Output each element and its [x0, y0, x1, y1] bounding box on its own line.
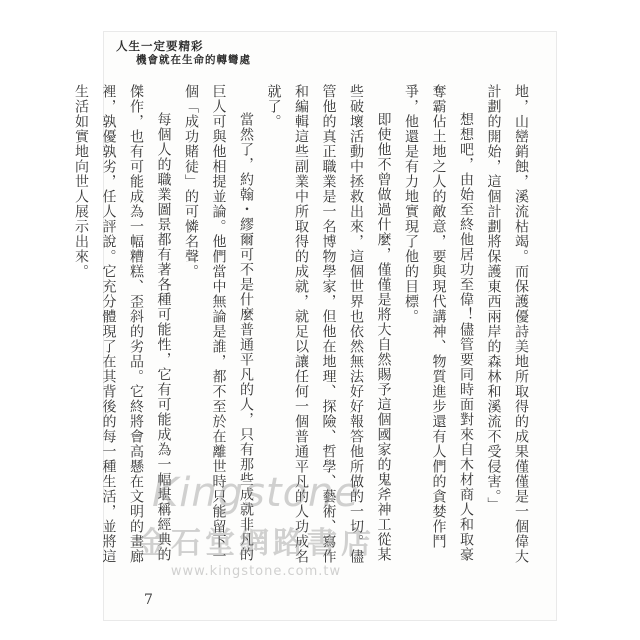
- watermark-chinese: 金石堂網路書店: [137, 526, 375, 561]
- running-header: [116, 40, 251, 66]
- paragraph: 想想吧，由始至終他居功至偉！儘管要同時面對來自木材商人和取豪奪霸佔土地之人的敵意，要與現代講神、物質進步還有人們的貪婪作鬥爭，他還是有力地實現了他的目標。: [403, 84, 474, 562]
- watermark-latin: Kingstone: [151, 470, 361, 516]
- paragraph: 每個人的職業圖景都有著各種可能性，它有可能成為一幅堪稱經典的傑作，也有可能成為一幅糟糕、歪斜的劣品。它終將會高懸在文明的畫廊裡，孰優孰劣，任人評說。它充分體現了在其背後的每一種生活，並將這生活如實地向世人展示出來。: [73, 84, 172, 564]
- paragraph: 當然了，約翰・繆爾可不是什麼普通平凡的人，只有那些成就非凡的巨人可與他相提並論。他們當中無論是誰，都不至於在離世時只能留下一個「成功賭徒」的可憐名聲。: [183, 84, 254, 564]
- paragraph: 即使他不曾做過什麼，僅僅是將大自然賜予這個國家的鬼斧神工從某些破壞活動中拯救出來，這個世界也依然無法好好報答他所做的一切。儘管他的真正職業是一名博物學家，但他在地理、探險、哲學、藝術、寫作和編輯這些副業中所取得的成就，就足以讓任何一個普通平凡的人功成名就了。: [265, 84, 392, 564]
- watermark-url: www.kingstone.com.tw: [170, 564, 342, 579]
- page-number: 7: [144, 592, 153, 608]
- chapter-subtitle: 機會就在生命的轉彎處: [136, 53, 251, 66]
- paragraph: 地，山巒銷蝕，溪流枯竭。而保護優詩美地所取得的成果僅僅是一個偉大計劃的開始，這個計劃將保護東西兩岸的森林和溪流不受侵害。」: [485, 84, 529, 564]
- watermark: [96, 470, 416, 579]
- book-title: 人生一定要精彩: [116, 39, 204, 53]
